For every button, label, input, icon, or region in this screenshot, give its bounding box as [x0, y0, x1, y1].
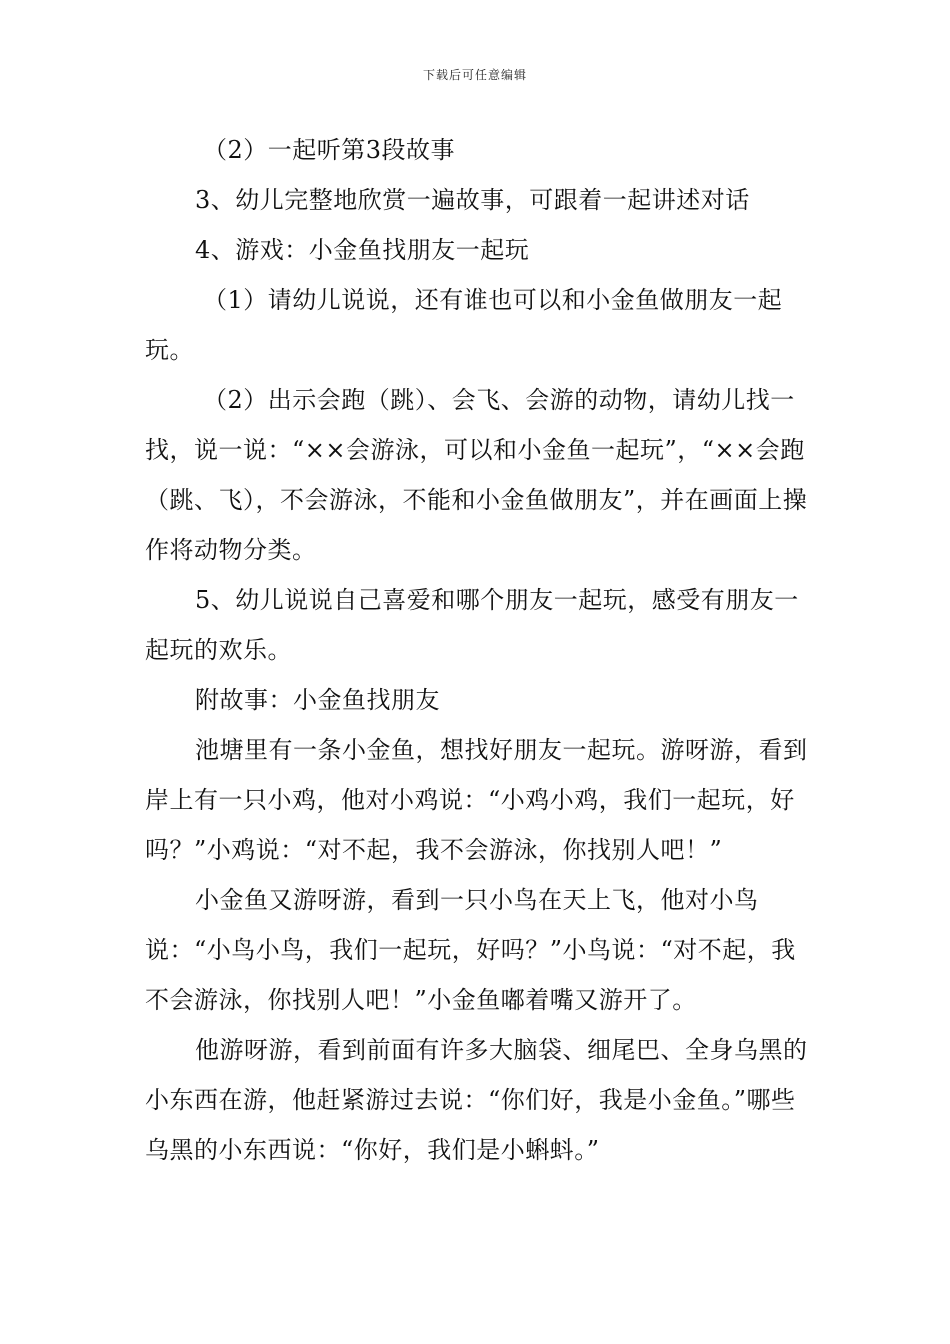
paragraph-step-4: 4、游戏：小金鱼找朋友一起玩	[195, 236, 530, 264]
paragraph-step-2-2: （2）一起听第3段故事	[203, 136, 456, 164]
paragraph-step-4-2: （2）出示会跑（跳）、会飞、会游的动物，请幼儿找一找，说一说：“××会游泳，可以和小金鱼一起玩”，“××会跑（跳、飞），不会游泳，不能和小金鱼做朋友”，并在画面上操作将动物分类。	[145, 386, 808, 564]
story-paragraph-1: 池塘里有一条小金鱼，想找好朋友一起玩。游呀游，看到岸上有一只小鸡，他对小鸡说：“小鸡小鸡，我们一起玩，好吗？”小鸡说：“对不起，我不会游泳，你找别人吧！”	[145, 736, 808, 864]
document-body	[145, 125, 810, 1175]
paragraph-step-3: 3、幼儿完整地欣赏一遍故事，可跟着一起讲述对话	[195, 186, 750, 214]
story-paragraph-3: 他游呀游，看到前面有许多大脑袋、细尾巴、全身乌黑的小东西在游，他赶紧游过去说：“你们好，我是小金鱼。”哪些乌黑的小东西说：“你好，我们是小蝌蚪。”	[145, 1036, 808, 1164]
story-title: 附故事：小金鱼找朋友	[195, 686, 440, 714]
story-paragraph-2: 小金鱼又游呀游，看到一只小鸟在天上飞，他对小鸟说：“小鸟小鸟，我们一起玩，好吗？”小鸟说：“对不起，我不会游泳，你找别人吧！”小金鱼嘟着嘴又游开了。	[145, 886, 796, 1014]
paragraph-step-5: 5、幼儿说说自己喜爱和哪个朋友一起玩，感受有朋友一起玩的欢乐。	[145, 586, 799, 664]
page-header: 下载后可任意编辑	[422, 68, 527, 82]
paragraph-step-4-1: （1）请幼儿说说，还有谁也可以和小金鱼做朋友一起玩。	[145, 286, 783, 364]
